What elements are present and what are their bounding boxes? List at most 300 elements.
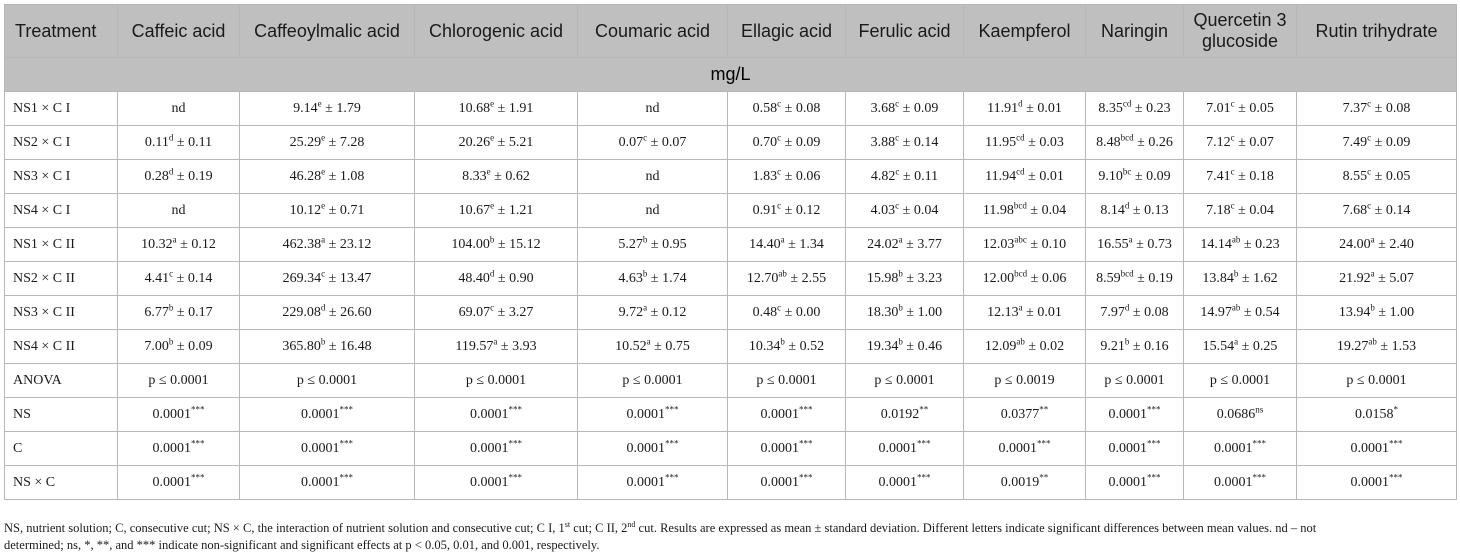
cell-sd: 16.48 [340, 338, 372, 354]
cell-significance: *** [1037, 437, 1051, 448]
table-cell [415, 228, 578, 262]
table-cell [1184, 160, 1297, 194]
plus-minus-sign: ± [902, 338, 918, 354]
cell-significance: ab [1231, 233, 1241, 244]
cell-significance: bcd [1014, 267, 1028, 278]
plus-minus-sign: ± [497, 338, 513, 354]
cell-value: 8.48 [1096, 134, 1121, 150]
cell-significance: c [1367, 131, 1372, 142]
cell-significance: a [898, 233, 903, 244]
table-cell [1086, 296, 1184, 330]
cell-value: 0.0001 [760, 440, 799, 456]
cell-significance: *** [508, 437, 522, 448]
plus-minus-sign: ± [899, 202, 914, 218]
footnote-line-1: NS, nutrient solution; C, consecutive cut; NS × C, the interaction of nutrient solution and consecutive cut; C I, 1st cut; C II, 2nd cut. Results are expressed as mean ± standard deviation. Different letters indicate significant differences between mean values. nd – not [4, 520, 1317, 536]
cell-significance: a [321, 233, 326, 244]
cell-value: 10.32 [141, 236, 173, 252]
cell-significance: *** [799, 437, 813, 448]
plus-minus-sign: ± [490, 168, 506, 184]
cell-sd: 0.01 [1039, 168, 1064, 184]
cell-significance: *** [339, 403, 353, 414]
plus-minus-sign: ± [647, 304, 662, 320]
cell-value: 12.70 [746, 270, 779, 286]
cell-value: 365.80 [282, 338, 321, 354]
cell-value: 0.0001 [301, 406, 340, 422]
cell-sd: 0.54 [1255, 304, 1280, 320]
table-cell [846, 92, 964, 126]
cell-significance: *** [1252, 437, 1266, 448]
plus-minus-sign: ± [1234, 168, 1250, 184]
table-cell [728, 296, 846, 330]
cell-significance: b [168, 335, 174, 346]
cell-sd: 0.46 [917, 338, 943, 354]
table-cell [1184, 330, 1297, 364]
cell-value: 19.27 [1336, 338, 1369, 354]
cell-sd: 0.01 [1037, 100, 1062, 116]
plus-minus-sign: ± [1371, 202, 1386, 218]
plus-minus-sign: ± [173, 134, 189, 150]
cell-significance: *** [1252, 471, 1266, 482]
cell-sd: 0.14 [913, 134, 939, 150]
plus-minus-sign: ± [1371, 168, 1386, 184]
table-cell [846, 296, 964, 330]
cell-significance: c [1230, 199, 1235, 210]
plus-minus-sign: ± [1240, 236, 1256, 252]
cell-significance: d [489, 267, 495, 278]
cell-value: 229.08 [282, 304, 321, 320]
cell-significance: e [490, 131, 495, 142]
cell-significance: a [1370, 267, 1375, 278]
cell-value: 0.70 [752, 134, 778, 150]
plus-minus-sign: ± [899, 168, 915, 184]
plus-minus-sign: ± [176, 236, 192, 252]
cell-significance: b [898, 301, 903, 312]
cell-value: 46.28 [289, 168, 322, 184]
table-cell [118, 228, 240, 262]
table-cell [1184, 262, 1297, 296]
plus-minus-sign: ± [325, 304, 341, 320]
table-cell [728, 364, 846, 398]
plus-minus-sign: ± [1024, 338, 1040, 354]
cell-sd: 0.05 [1385, 168, 1411, 184]
table-row [5, 126, 1457, 160]
cell-sd: 0.00 [795, 304, 821, 320]
cell-significance: a [1018, 301, 1023, 312]
table-cell [846, 228, 964, 262]
cell-significance: ns [1255, 403, 1264, 414]
plus-minus-sign: ± [494, 134, 509, 150]
table-cell [1086, 364, 1184, 398]
cell-value: 3.68 [870, 100, 896, 116]
cell-significance: c [169, 267, 174, 278]
table-cell [240, 330, 415, 364]
cell-significance: b [168, 301, 174, 312]
table-cell [728, 228, 846, 262]
cell-sd: 0.95 [662, 236, 687, 252]
cell-value: 11.98 [982, 202, 1014, 218]
plus-minus-sign: ± [1027, 270, 1042, 286]
cell-sd: 1.00 [917, 304, 943, 320]
table-body [5, 92, 1457, 500]
cell-significance: c [1367, 97, 1372, 108]
row-label: NS1 × C I [5, 92, 118, 126]
cell-value: 11.94 [985, 168, 1017, 184]
column-header: Rutin trihydrate [1297, 5, 1457, 58]
plus-minus-sign: ± [1133, 270, 1149, 286]
cell-sd: 1.34 [799, 236, 824, 252]
cell-significance: *** [799, 403, 813, 414]
table-cell [1184, 432, 1297, 466]
cell-value: nd [645, 202, 660, 218]
cell-significance: c [643, 131, 648, 142]
cell-significance: ab [778, 267, 787, 278]
table-cell [578, 92, 728, 126]
cell-value: p ≤ 0.0001 [874, 372, 935, 388]
cell-sd: 0.08 [1385, 100, 1411, 116]
cell-significance: a [1234, 335, 1239, 346]
cell-value: 20.26 [458, 134, 491, 150]
cell-value: 0.0192 [880, 406, 920, 422]
cell-sd: 3.27 [508, 304, 534, 320]
cell-value: 12.03 [982, 236, 1015, 252]
plus-minus-sign: ± [1131, 168, 1147, 184]
cell-value: 0.0001 [760, 474, 799, 490]
cell-value: 0.0001 [1350, 474, 1389, 490]
table-cell [578, 262, 728, 296]
cell-value: 104.00 [451, 236, 490, 252]
plus-minus-sign: ± [1238, 338, 1253, 354]
cell-sd: 0.19 [1148, 270, 1173, 286]
cell-sd: 0.08 [795, 100, 821, 116]
cell-significance: *** [1389, 471, 1403, 482]
plus-minus-sign: ± [784, 338, 800, 354]
cell-significance: c [1367, 165, 1372, 176]
cell-value: 3.88 [870, 134, 896, 150]
cell-value: p ≤ 0.0001 [296, 372, 358, 388]
plus-minus-sign: ± [902, 304, 918, 320]
cell-significance: *** [339, 471, 353, 482]
table-cell [240, 160, 415, 194]
plus-minus-sign: ± [1374, 304, 1390, 320]
cell-value: 0.91 [752, 202, 778, 218]
cell-value: 0.0001 [1108, 406, 1147, 422]
cell-value: 13.84 [1202, 270, 1234, 286]
cell-significance: b [1370, 301, 1375, 312]
row-label: NS4 × C II [5, 330, 118, 364]
cell-sd: 0.12 [661, 304, 687, 320]
cell-value: 14.40 [749, 236, 781, 252]
cell-sd: 5.07 [1389, 270, 1414, 286]
plus-minus-sign: ± [647, 270, 663, 286]
table-cell [728, 432, 846, 466]
cell-value: 0.0019 [1000, 474, 1040, 490]
cell-significance: *** [339, 437, 353, 448]
plus-minus-sign: ± [786, 270, 802, 286]
row-label: NS2 × C II [5, 262, 118, 296]
plus-minus-sign: ± [173, 304, 189, 320]
cell-value: 48.40 [458, 270, 490, 286]
cell-significance: a [1128, 233, 1133, 244]
header-row [5, 5, 1457, 58]
data-table [4, 4, 1457, 500]
cell-sd: 0.16 [1144, 338, 1169, 354]
table-cell [415, 126, 578, 160]
cell-sd: 0.90 [509, 270, 534, 286]
cell-sd: 0.75 [665, 338, 690, 354]
plus-minus-sign: ± [321, 100, 337, 116]
cell-sd: 1.08 [339, 168, 365, 184]
plus-minus-sign: ± [1234, 134, 1250, 150]
cell-significance: *** [1147, 403, 1161, 414]
cell-value: 12.13 [987, 304, 1019, 320]
table-cell [118, 160, 240, 194]
table-cell [240, 194, 415, 228]
cell-value: 7.01 [1206, 100, 1231, 116]
cell-sd: 1.62 [1253, 270, 1278, 286]
cell-sd: 1.79 [336, 100, 361, 116]
table-cell [964, 398, 1086, 432]
table-cell [415, 262, 578, 296]
cell-value: 0.0001 [1108, 474, 1147, 490]
plus-minus-sign: ± [325, 270, 340, 286]
table-cell [728, 398, 846, 432]
table-cell [415, 194, 578, 228]
cell-sd: 0.07 [1249, 134, 1274, 150]
plus-minus-sign: ± [325, 168, 340, 184]
plus-minus-sign: ± [784, 236, 800, 252]
table-cell [1086, 194, 1184, 228]
table-cell [415, 92, 578, 126]
plus-minus-sign: ± [1371, 134, 1386, 150]
table-cell [846, 330, 964, 364]
table-cell [240, 398, 415, 432]
table-cell [240, 364, 415, 398]
table-cell [846, 432, 964, 466]
cell-significance: c [1230, 97, 1235, 108]
cell-value: 0.07 [618, 134, 644, 150]
cell-value: 10.12 [289, 202, 322, 218]
column-header: Chlorogenic acid [415, 5, 578, 58]
table-cell [1184, 126, 1297, 160]
table-cell [728, 194, 846, 228]
cell-significance: ab [1231, 301, 1241, 312]
table-row [5, 194, 1457, 228]
plus-minus-sign: ± [1374, 270, 1390, 286]
column-header: Caffeoylmalic acid [240, 5, 415, 58]
cell-sd: 0.05 [1249, 100, 1274, 116]
plus-minus-sign: ± [1133, 134, 1149, 150]
cell-value: 0.0001 [878, 440, 917, 456]
plus-minus-sign: ± [494, 270, 510, 286]
table-cell [415, 466, 578, 500]
row-label: NS × C [5, 466, 118, 500]
cell-significance: c [895, 165, 900, 176]
cell-significance: *** [665, 403, 679, 414]
table-cell [118, 398, 240, 432]
cell-significance: e [490, 199, 495, 210]
row-label: NS1 × C II [5, 228, 118, 262]
cell-sd: 0.04 [1249, 202, 1274, 218]
cell-sd: 0.11 [914, 168, 939, 184]
table-cell [1086, 398, 1184, 432]
table-cell [846, 194, 964, 228]
cell-sd: 0.52 [799, 338, 825, 354]
table-cell [578, 228, 728, 262]
plus-minus-sign: ± [494, 304, 509, 320]
table-cell [728, 330, 846, 364]
cell-sd: 0.71 [339, 202, 365, 218]
table-cell [578, 398, 728, 432]
cell-significance: c [895, 97, 900, 108]
cell-sd: 0.12 [191, 236, 216, 252]
cell-value: 16.55 [1097, 236, 1129, 252]
cell-value: 0.0001 [760, 406, 799, 422]
table-row [5, 364, 1457, 398]
cell-sd: 0.23 [1255, 236, 1280, 252]
plus-minus-sign: ± [325, 236, 340, 252]
plus-minus-sign: ± [1132, 236, 1148, 252]
cell-significance: *** [1147, 437, 1161, 448]
cell-significance: ** [1039, 403, 1049, 414]
table-cell [1297, 160, 1457, 194]
table-row [5, 296, 1457, 330]
table-cell [578, 194, 728, 228]
table-cell [1086, 160, 1184, 194]
table-cell [1086, 262, 1184, 296]
cell-value: 9.14 [293, 100, 318, 116]
cell-value: 0.11 [144, 134, 169, 150]
cell-value: 9.21 [1100, 338, 1125, 354]
table-cell [1184, 398, 1297, 432]
cell-value: p ≤ 0.0001 [622, 372, 683, 388]
cell-sd: 0.73 [1147, 236, 1172, 252]
cell-significance: cd [1122, 97, 1132, 108]
table-row [5, 160, 1457, 194]
cell-sd: 7.28 [339, 134, 365, 150]
cell-significance: b [642, 233, 648, 244]
table-cell [1086, 432, 1184, 466]
column-header: Ferulic acid [846, 5, 964, 58]
cell-significance: ** [1039, 471, 1049, 482]
plus-minus-sign: ± [173, 270, 188, 286]
cell-value: 9.72 [618, 304, 644, 320]
cell-significance: c [321, 267, 326, 278]
cell-significance: c [777, 131, 782, 142]
cell-significance: b [1233, 267, 1239, 278]
column-header: Coumaric acid [578, 5, 728, 58]
cell-value: 1.83 [752, 168, 778, 184]
plus-minus-sign: ± [781, 304, 796, 320]
units-row [5, 58, 1457, 92]
cell-sd: 3.77 [917, 236, 942, 252]
cell-sd: 0.13 [1144, 202, 1169, 218]
plus-minus-sign: ± [647, 236, 663, 252]
plus-minus-sign: ± [1129, 202, 1145, 218]
cell-sd: 3.93 [512, 338, 537, 354]
table-cell [728, 126, 846, 160]
table-row [5, 92, 1457, 126]
cell-significance: d [1124, 301, 1130, 312]
table-cell [415, 398, 578, 432]
cell-value: 15.98 [866, 270, 899, 286]
cell-value: 9.10 [1098, 168, 1123, 184]
cell-significance: d [1124, 199, 1130, 210]
cell-significance: *** [917, 437, 931, 448]
cell-sd: 0.09 [913, 100, 939, 116]
cell-significance: c [1367, 199, 1372, 210]
cell-value: 462.38 [282, 236, 322, 252]
cell-value: 0.0001 [152, 474, 191, 490]
table-cell [846, 126, 964, 160]
cell-significance: *** [917, 471, 931, 482]
table-cell [1297, 262, 1457, 296]
table-cell [1184, 296, 1297, 330]
cell-value: 0.0001 [470, 406, 509, 422]
cell-sd: 0.04 [1041, 202, 1067, 218]
row-label: NS [5, 398, 118, 432]
cell-significance: *** [1147, 471, 1161, 482]
cell-sd: 0.09 [188, 338, 213, 354]
cell-sd: 0.01 [1037, 304, 1062, 320]
table-cell [118, 92, 240, 126]
cell-significance: *** [1389, 437, 1403, 448]
cell-significance: b [780, 335, 785, 346]
table-cell [964, 126, 1086, 160]
plus-minus-sign: ± [1026, 202, 1042, 218]
plus-minus-sign: ± [173, 168, 189, 184]
cell-significance: *** [508, 471, 522, 482]
table-cell [118, 194, 240, 228]
table-cell [728, 92, 846, 126]
table-cell [578, 296, 728, 330]
cell-sd: 0.09 [1385, 134, 1411, 150]
table-cell [578, 126, 728, 160]
table-cell [1086, 330, 1184, 364]
row-label: NS2 × C I [5, 126, 118, 160]
cell-sd: 15.12 [509, 236, 541, 252]
table-cell [1297, 296, 1457, 330]
cell-significance: d [168, 131, 174, 142]
table-cell [728, 262, 846, 296]
table-cell [578, 364, 728, 398]
table-cell [240, 432, 415, 466]
table-cell [240, 262, 415, 296]
cell-significance: c [777, 97, 782, 108]
table-cell [415, 364, 578, 398]
column-header: Caffeic acid [118, 5, 240, 58]
table-cell [1297, 92, 1457, 126]
cell-significance: a [493, 335, 498, 346]
cell-significance: *** [191, 471, 205, 482]
cell-value: p ≤ 0.0001 [148, 372, 209, 388]
cell-value: nd [645, 168, 660, 184]
cell-value: 269.34 [282, 270, 322, 286]
cell-value: 11.95 [985, 134, 1017, 150]
plus-minus-sign: ± [1234, 100, 1250, 116]
plus-minus-sign: ± [781, 100, 796, 116]
cell-value: 0.0001 [470, 440, 509, 456]
cell-value: 4.03 [870, 202, 896, 218]
table-cell [1297, 126, 1457, 160]
cell-sd: 0.11 [188, 134, 213, 150]
cell-value: 0.0001 [998, 440, 1037, 456]
cell-significance: *** [191, 437, 205, 448]
column-header: Kaempferol [964, 5, 1086, 58]
table-cell [240, 228, 415, 262]
cell-significance: c [777, 199, 782, 210]
cell-value: 25.29 [289, 134, 322, 150]
cell-sd: 0.19 [188, 168, 213, 184]
